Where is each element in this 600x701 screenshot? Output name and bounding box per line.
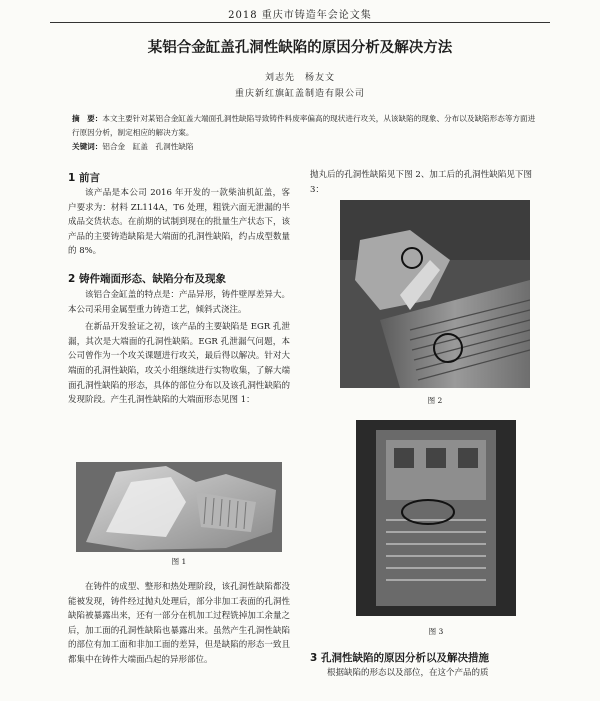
section-2-body-continued — [68, 580, 290, 668]
keywords — [72, 141, 542, 152]
right-column-intro — [310, 168, 532, 197]
section-2-paragraph-2: 在新品开发验证之初，该产品的主要缺陷是 EGR 孔泄漏，其次是大端面的孔洞性缺陷。EGR 孔泄漏气问题，本公司曾作为一个攻关课题进行攻关，最后得以解决。针对大端面的孔洞性缺陷，攻关小组继续进行实物收集，了解大端面孔洞性缺陷的形态，具体的部位分布以及该孔洞性缺陷的发现阶段。产生孔洞性缺陷的大端面形态见图 1： — [68, 322, 290, 406]
keywords-label: 关键词： — [72, 142, 103, 151]
section-1-heading: 1 前言 — [68, 172, 100, 184]
figure-3-image — [356, 420, 516, 616]
section-3-heading: 3 孔洞性缺陷的原因分析以及解决措施 — [310, 652, 489, 664]
section-1-body — [68, 186, 290, 259]
figure-1-image — [76, 462, 282, 552]
section-2-body — [68, 288, 290, 408]
section-3-paragraph: 根据缺陷的形态以及部位，在这个产品的质 — [327, 668, 489, 678]
abstract-text: 本文主要针对某铝合金缸盖大端面孔洞性缺陷导致铸件料废率偏高的现状进行攻关，从该缺陷的现象、分布以及缺陷形态等方面进行原因分析，制定相应的解决方案。 — [72, 114, 536, 137]
figure-2-caption: 图 2 — [427, 396, 443, 405]
section-2-paragraph-1: 该铝合金缸盖的特点是：产品异形，铸件壁厚差异大。本公司采用金属型重力铸造工艺，倾斜式浇注。 — [68, 290, 290, 315]
running-header: 2018 重庆市铸造年会论文集 — [228, 10, 372, 21]
section-2-paragraph-3: 在铸件的成型、整形和热处理阶段，该孔洞性缺陷都没能被发现，铸件经过抛丸处理后，部分非加工表面的孔洞性缺陷被暴露出来，还有一部分在机加工过程铣掉加工余量之后，加工面的孔洞性缺陷也暴露出来。虽然产生孔洞性缺陷的部位有加工面和非加工面的差异，但是缺陷的形态一致且都集中在铸件大端面凸起的异形部位。 — [68, 582, 290, 665]
figure-1-caption: 图 1 — [171, 557, 187, 566]
section-2-heading: 2 铸件端面形态、缺陷分布及现象 — [68, 273, 226, 285]
authors: 刘志先 杨友文 — [264, 73, 335, 83]
abstract — [72, 112, 542, 140]
paper-title: 某铝合金缸盖孔洞性缺陷的原因分析及解决方法 — [147, 40, 453, 56]
section-3-body — [310, 666, 532, 681]
figure-reference-paragraph: 抛丸后的孔洞性缺陷见下图 2、加工后的孔洞性缺陷见下图 3： — [310, 170, 532, 195]
abstract-label: 摘 要： — [72, 114, 103, 123]
figure-3-caption: 图 3 — [428, 627, 444, 636]
affiliation: 重庆新红旗缸盖制造有限公司 — [234, 89, 365, 99]
figure-2-image — [340, 200, 530, 388]
keywords-text: 铝合金 缸盖 孔洞性缺陷 — [102, 142, 194, 151]
section-1-paragraph: 该产品是本公司 2016 年开发的一款柴油机缸盖，客户要求为：材料 ZL114A，T6 处理，粗铣六面无泄漏的半成品交货状态。在前期的试制到现在的批量生产状态下，该产品的主要铸造缺陷是大端面的孔洞性缺陷，约占成型数量的 8%。 — [68, 188, 290, 257]
header-rule — [50, 22, 550, 23]
